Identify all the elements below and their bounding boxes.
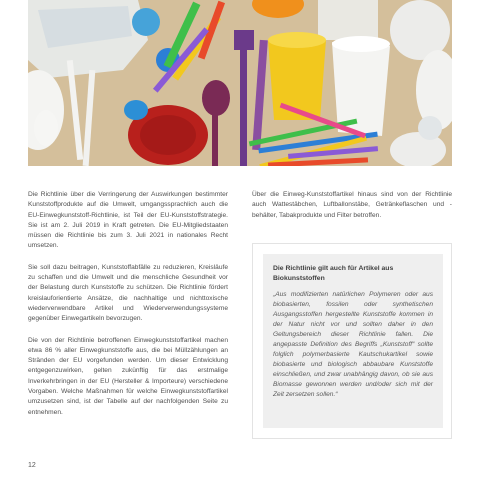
right-text-column bbox=[252, 190, 452, 232]
plastic-waste-photo bbox=[28, 0, 452, 166]
info-box-title: Die Richtlinie gilt auch für Artikel aus Biokunststoffen bbox=[273, 265, 394, 282]
info-box-content bbox=[263, 254, 443, 428]
page-number: 12 bbox=[28, 462, 36, 469]
bioplastics-info-box bbox=[252, 243, 452, 439]
paragraph-additional-items: Über die Einweg-Kunststoffartikel hinaus sind von der Richtlinie auch Wattestäbchen, Luftballonstäbe, Getränkeflaschen und -behälter, Tabakprodukte und Filter betroffen. bbox=[252, 191, 452, 219]
paragraph-affected-articles: Die von der Richtlinie betroffenen Einwegkunststoffartikel machen etwa 86 % aller Einwegkunststoffe aus, die bei Müllzählungen an Stränden der EU vorgefunden werden. Um dieser Entwicklung entgegenzuwirken, gelten zukünftig für das erstmalige Inverkehrbringen in der EU (Hersteller & Importeure) verschiedene Vorgaben. Welche Maßnahmen für welche Einwegkunststoffartikel umzusetzen sind, ist der Tabelle auf der nachfolgenden Seite zu entnehmen. bbox=[28, 336, 228, 416]
paragraph-directive-goals: Sie soll dazu beitragen, Kunststoffabfälle zu reduzieren, Kreisläufe zu schaffen und die Umwelt und die menschliche Gesundheit vor der Belastung durch Kunststoffe zu schützen. Die Richtlinie fördert kreislauforientierte Ansätze, die nachhaltige und nichttoxische wiederverwendbare Artikel und Wiederverwendungssysteme gegenüber Einwegartikeln bevorzugen. bbox=[28, 263, 228, 323]
paragraph-directive-intro: Die Richtlinie über die Verringerung der Auswirkungen bestimmter Kunststoffprodukte auf die Umwelt, umgangssprachlich auch die EU-Einwegkunststoff-Richtlinie, ist Teil der EU-Kunststoffstrategie. Sie ist am 2. Juli 2019 in Kraft getreten. Die EU-Mitgliedstaaten müssen die Richtlinie bis zum 3. Juli 2021 in nationales Recht umsetzen. bbox=[28, 191, 228, 250]
left-text-column bbox=[28, 190, 228, 429]
info-box-quote: „Aus modifizierten natürlichen Polymeren oder aus biobasierten, fossilen oder synthetischen Ausgangsstoffen hergestellte Kunststoffe kommen in der Natur nicht vor und sollten daher in den Geltungsbereich dieser Richtlinie fallen. Die angepasste Definition des Begriffs „Kunststoff“ sollte folglich polymerbasierte Kautschukartikel sowie biobasierte und biologisch abbaubare Kunststoffe einschließen, und zwar unabhängig davon, ob sie aus Biomasse gewonnen werden und/oder sich mit der Zeit zersetzen sollen.“ bbox=[273, 291, 433, 398]
